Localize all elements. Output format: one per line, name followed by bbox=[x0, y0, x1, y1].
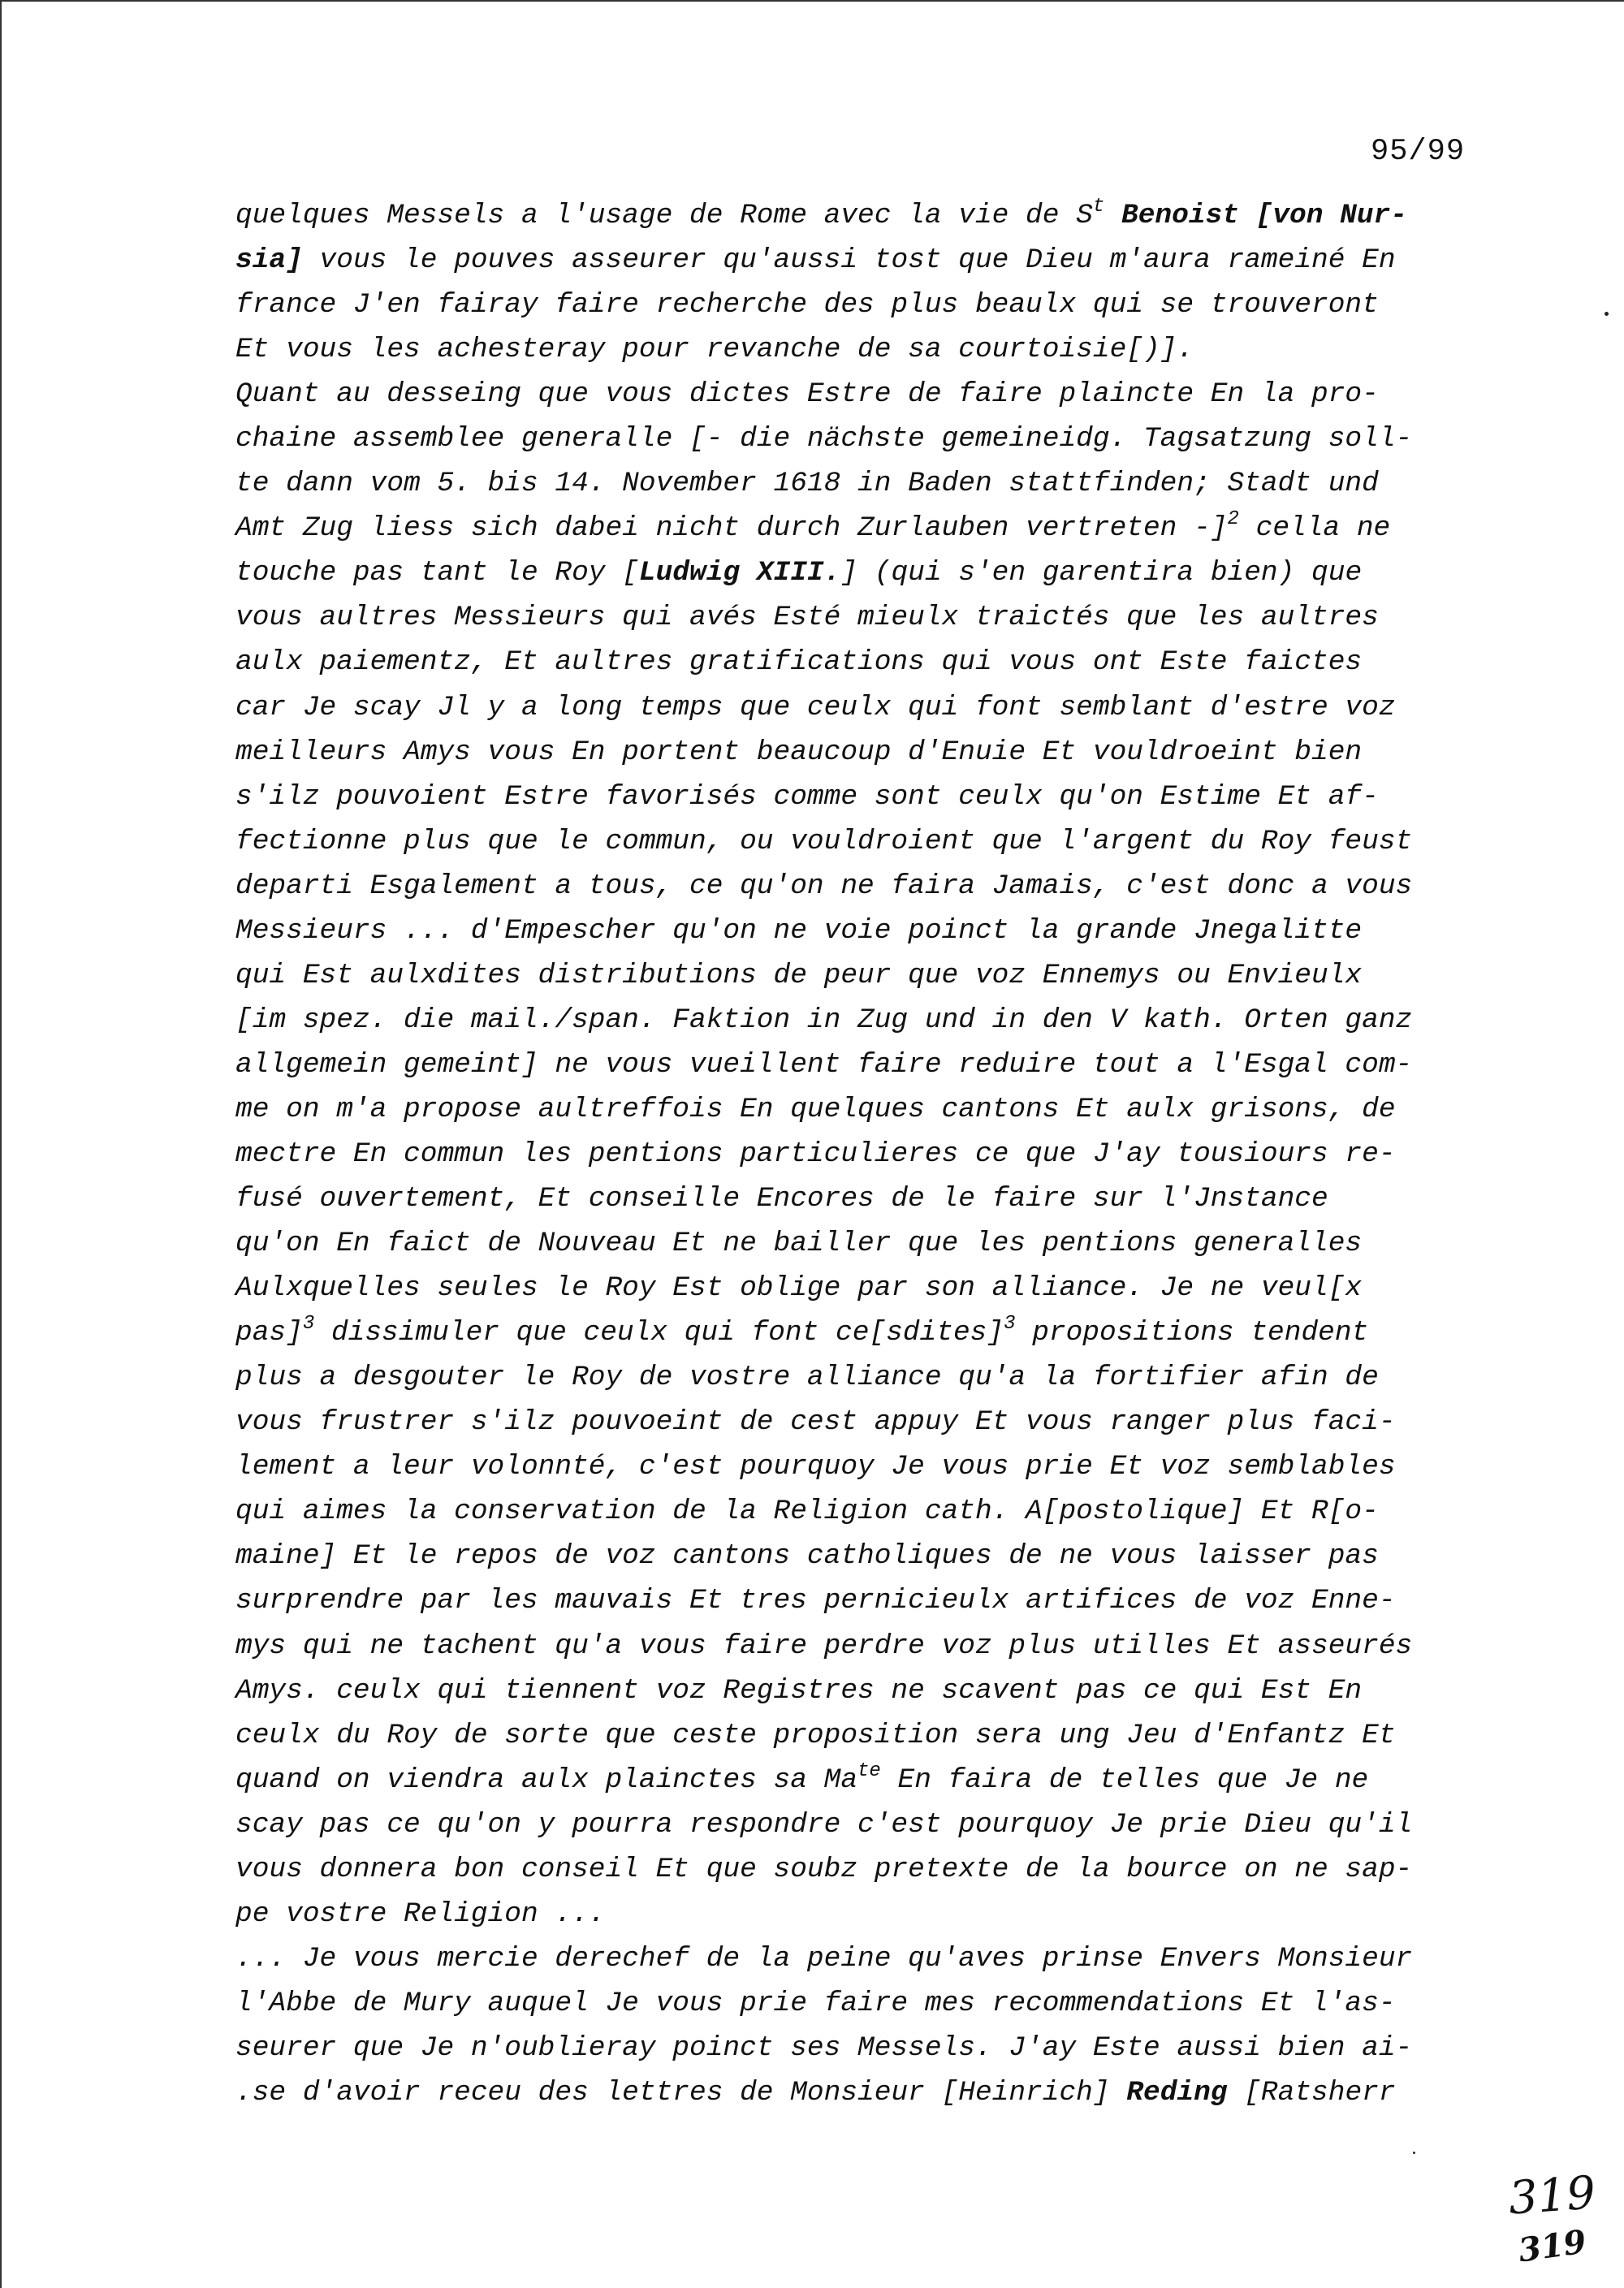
text-line: departi Esgalement a tous, ce qu'on ne faira Jamais, c'est donc a vous bbox=[235, 870, 1413, 902]
text-line: Amys. ceulx qui tiennent voz Registres ne scavent pas ce qui Est En bbox=[235, 1674, 1363, 1707]
text-line: pe vostre Religion ... bbox=[235, 1897, 606, 1930]
page-reference: 95/99 bbox=[1371, 135, 1466, 169]
text-line: Quant au desseing que vous dictes Estre de faire plaincte En la pro- bbox=[235, 378, 1379, 411]
text-line: Aulxquelles seules le Roy Est oblige par son alliance. Je ne veul[x bbox=[235, 1272, 1363, 1305]
text-line: Et vous les achesteray pour revanche de sa courtoisie[)]. bbox=[235, 334, 1194, 366]
text-line: car Je scay Jl y a long temps que ceulx qui font semblant d'estre voz bbox=[235, 691, 1396, 723]
text-line: vous aultres Messieurs qui avés Esté mieulx traictés que les aultres bbox=[235, 602, 1379, 634]
text-line: qui Est aulxdites distributions de peur que voz Ennemys ou Envieulx bbox=[235, 959, 1363, 991]
text-line: vous frustrer s'ilz pouvoeint de cest appuy Et vous ranger plus faci- bbox=[235, 1406, 1396, 1439]
text-line: touche pas tant le Roy [Ludwig XIII.] (qui s'en garentira bien) que bbox=[235, 557, 1363, 589]
text-line: l'Abbe de Mury auquel Je vous prie faire mes recommendations Et l'as- bbox=[235, 1987, 1396, 2019]
text-line: surprendre par les mauvais Et tres pernicieulx artifices de voz Enne- bbox=[235, 1585, 1396, 1617]
handwritten-folio-number: 319 bbox=[1506, 2166, 1598, 2225]
text-line: maine] Et le repos de voz cantons catholiques de ne vous laisser pas bbox=[235, 1540, 1379, 1573]
text-line: fectionne plus que le commun, ou vouldroient que l'argent du Roy feust bbox=[235, 825, 1413, 857]
scan-speck bbox=[1413, 2152, 1415, 2154]
text-line: [im spez. die mail./span. Faktion in Zug und in den V kath. Orten ganz bbox=[235, 1004, 1413, 1036]
text-line: pas]$^3$ dissimuler que ceulx qui font ce[sdites]$^3$ propositions tendent bbox=[235, 1313, 1369, 1349]
text-line: Amt Zug liess sich dabei nicht durch Zurlauben vertreten -]$^2$ cella ne bbox=[235, 508, 1391, 545]
text-line: france J'en fairay faire recherche des plus beaulx qui se trouveront bbox=[235, 289, 1379, 322]
text-line: sia] vous le pouves asseurer qu'aussi tost que Dieu m'aura rameiné En bbox=[235, 244, 1396, 277]
text-line: meilleurs Amys vous En portent beaucoup d'Enuie Et vouldroeint bien bbox=[235, 736, 1363, 768]
text-line: qui aimes la conservation de la Religion cath. A[postolique] Et R[o- bbox=[235, 1496, 1379, 1528]
scan-speck bbox=[1605, 312, 1609, 316]
text-line: Messieurs ... d'Empescher qu'on ne voie poinct la grande Jnegalitte bbox=[235, 914, 1363, 947]
text-line: fusé ouvertement, Et conseille Encores de le faire sur l'Jnstance bbox=[235, 1183, 1328, 1215]
text-line: ... Je vous mercie derechef de la peine qu'aves prinse Envers Monsieur bbox=[235, 1942, 1413, 1975]
text-line: chaine assemblee generalle [- die nächste gemeineidg. Tagsatzung soll- bbox=[235, 423, 1413, 455]
text-line: mys qui ne tachent qu'a vous faire perdre voz plus utilles Et asseurés bbox=[235, 1630, 1413, 1662]
text-line: allgemein gemeint] ne vous vueillent faire reduire tout a l'Esgal com- bbox=[235, 1048, 1413, 1081]
text-line: te dann vom 5. bis 14. November 1618 in Baden stattfinden; Stadt und bbox=[235, 468, 1379, 500]
text-line: ceulx du Roy de sorte que ceste proposition sera ung Jeu d'Enfantz Et bbox=[235, 1719, 1396, 1751]
text-line: qu'on En faict de Nouveau Et ne bailler que les pentions generalles bbox=[235, 1228, 1363, 1260]
text-line: s'ilz pouvoient Estre favorisés comme sont ceulx qu'on Estime Et af- bbox=[235, 780, 1379, 813]
text-line: aulx paiementz, Et aultres gratifications qui vous ont Este faictes bbox=[235, 646, 1363, 679]
text-line: mectre En commun les pentions particulieres ce que J'ay tousiours re- bbox=[235, 1138, 1396, 1170]
text-line: seurer que Je n'oublieray poinct ses Messels. J'ay Este aussi bien ai- bbox=[235, 2031, 1413, 2064]
text-line: scay pas ce qu'on y pourra respondre c'est pourquoy Je prie Dieu qu'il bbox=[235, 1808, 1413, 1841]
text-line: plus a desgouter le Roy de vostre alliance qu'a la fortifier afin de bbox=[235, 1362, 1379, 1394]
handwritten-folio-number-small: 319 bbox=[1516, 2222, 1589, 2270]
text-line: lement a leur volonnté, c'est pourquoy Je vous prie Et voz semblables bbox=[235, 1451, 1396, 1483]
letter-body bbox=[235, 193, 1486, 2115]
scan-left-border bbox=[0, 0, 2, 2288]
scan-top-border bbox=[0, 0, 1624, 2]
text-line: vous donnera bon conseil Et que soubz pretexte de la bource on ne sap- bbox=[235, 1853, 1413, 1885]
text-line: quand on viendra aulx plainctes sa $Ma^{te}$ En faira de telles que Je ne bbox=[235, 1759, 1369, 1796]
text-line: quelques Messels a l'usage de Rome avec la vie de $S^t$ Benoist [von Nur- bbox=[235, 196, 1407, 231]
text-line: me on m'a propose aultreffois En quelques cantons Et aulx grisons, de bbox=[235, 1093, 1396, 1125]
text-line: .se d'avoir receu des lettres de Monsieur [Heinrich] Reding [Ratsherr bbox=[235, 2076, 1396, 2109]
